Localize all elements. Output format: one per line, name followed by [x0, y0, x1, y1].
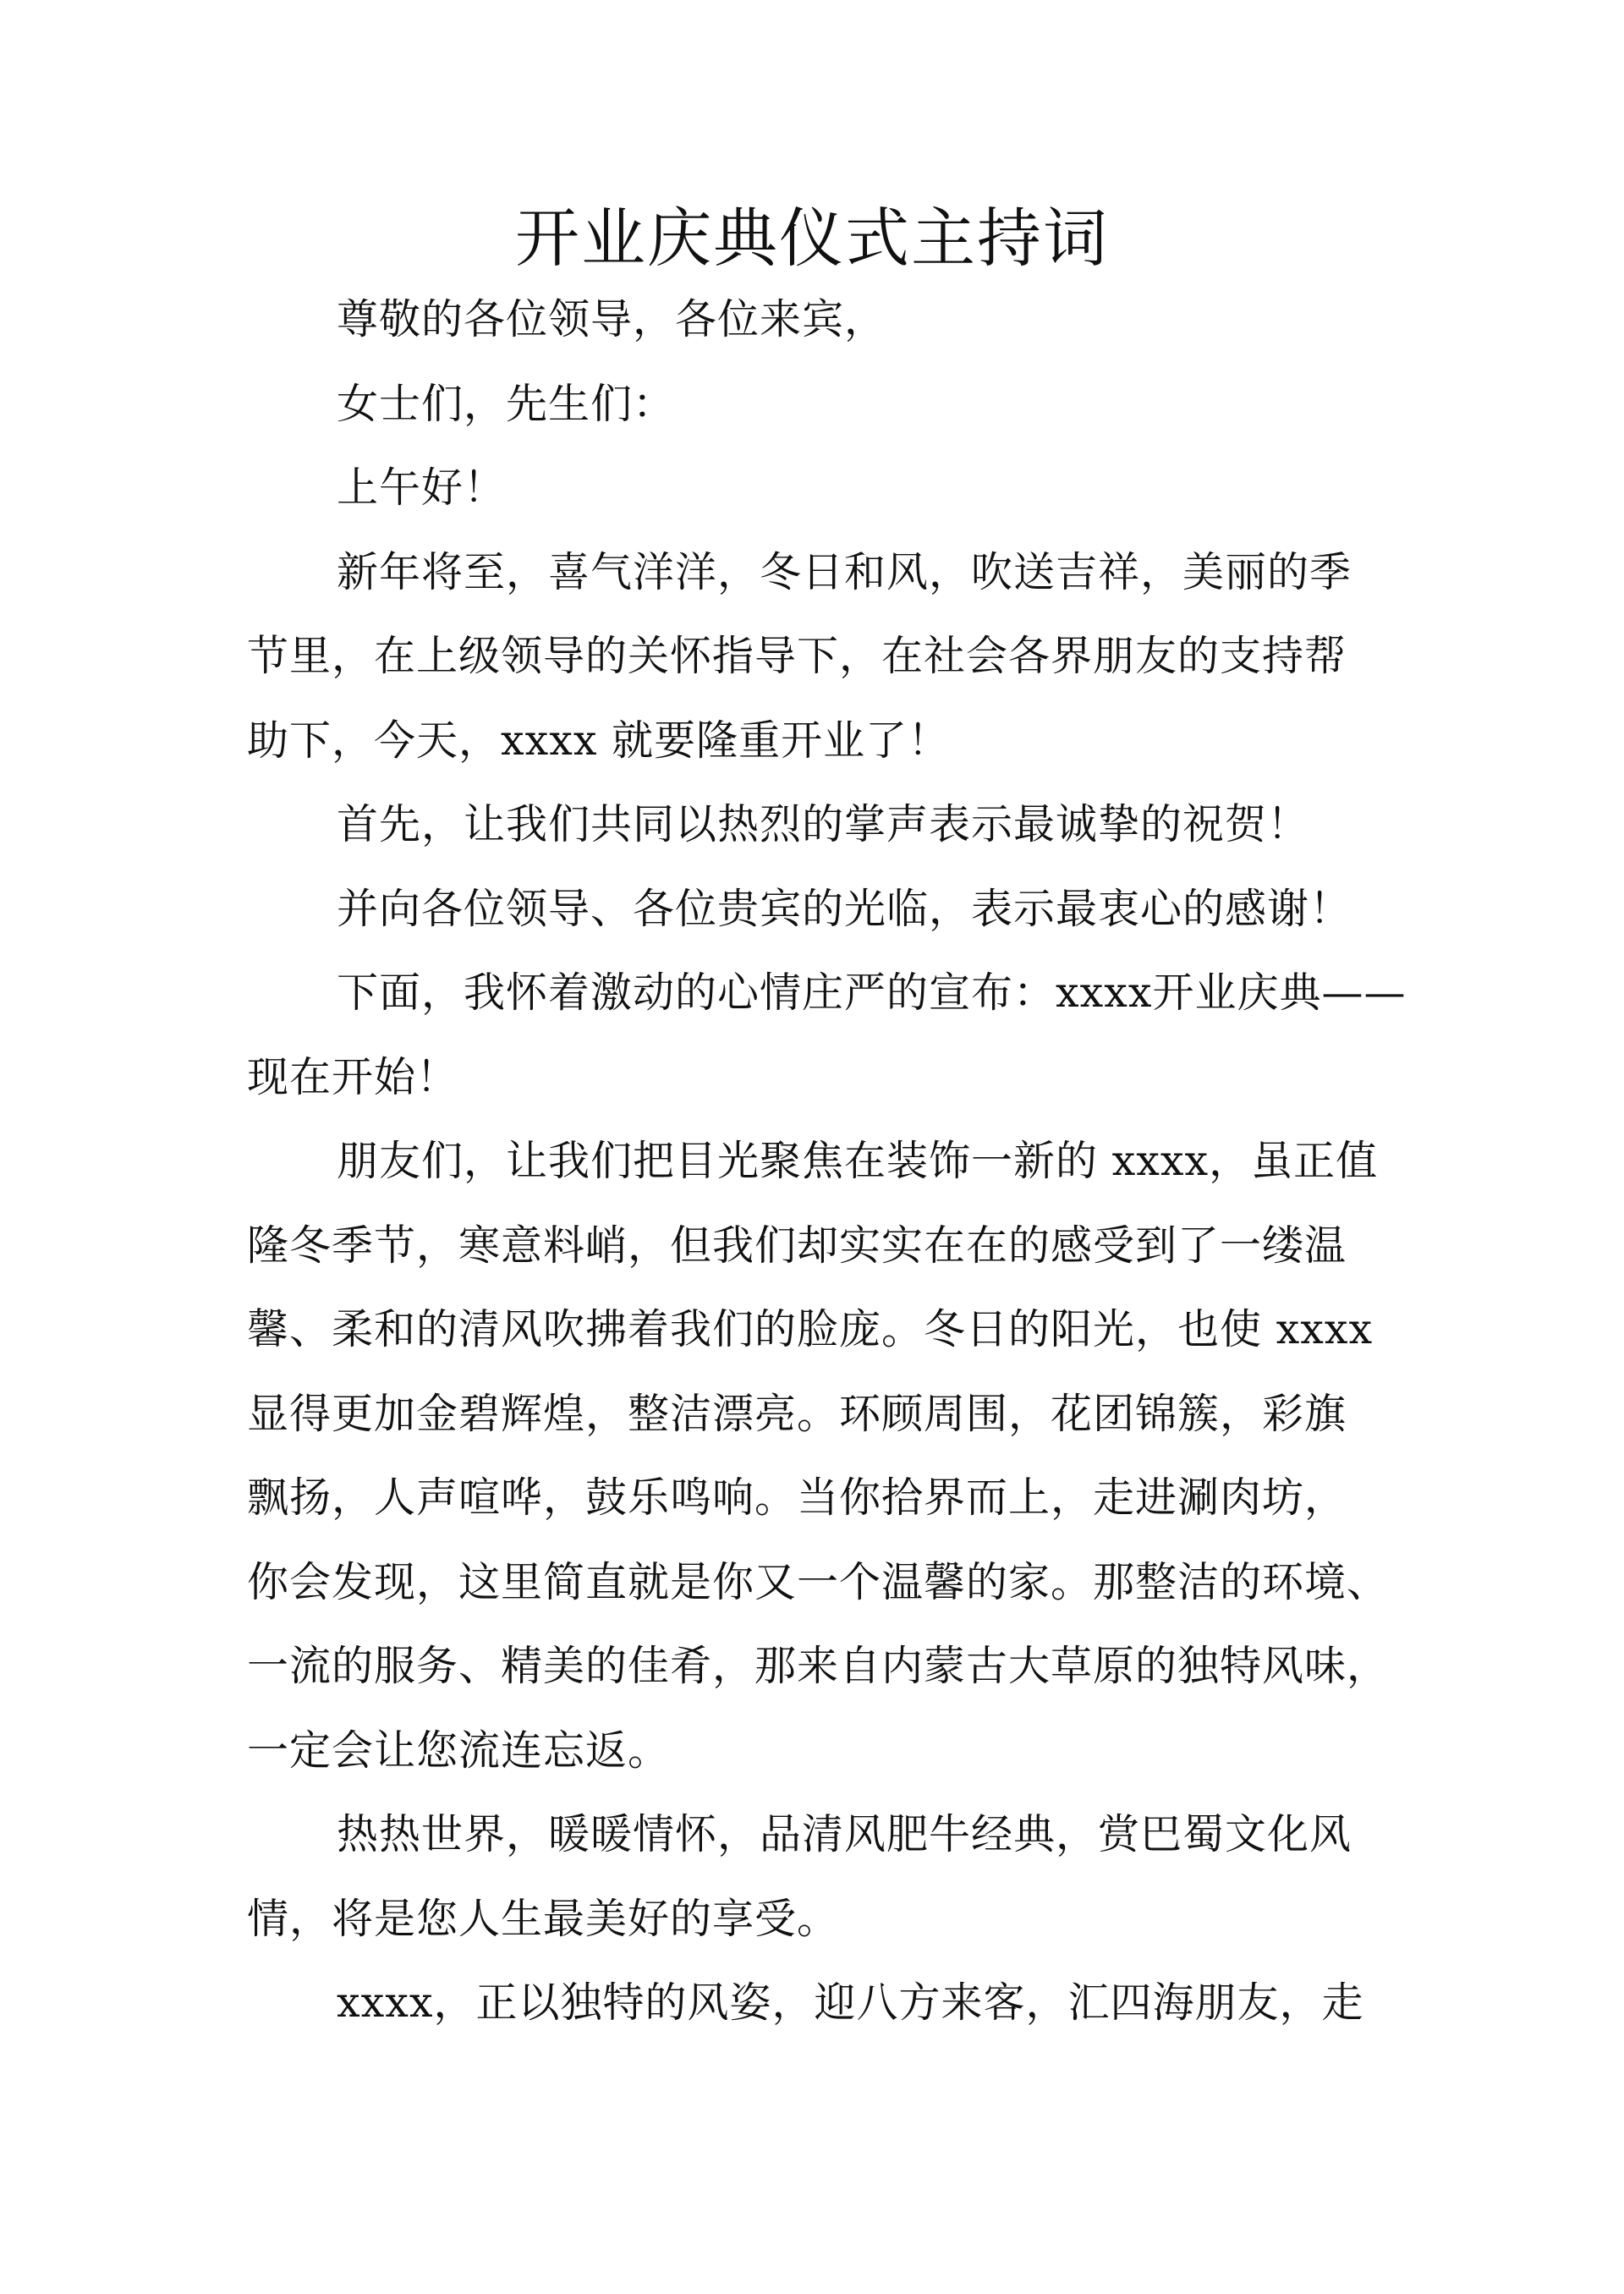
text-line: 热热世界，暖暖情怀，品清风肥牛经典，赏巴蜀文化风 — [337, 1810, 1352, 1858]
text-line: 一流的服务、精美的佳肴，那来自内蒙古大草原的独特风味， — [247, 1642, 1390, 1690]
text-line: 馨、柔和的清风吹拂着我们的脸庞。冬日的阳光，也使 xxxx — [247, 1305, 1374, 1353]
text-line: 飘扬，人声喧哗，鼓乐鸣响。当你拾界而上，走进涮肉坊， — [247, 1474, 1347, 1522]
text-line: 女士们，先生们： — [337, 379, 676, 428]
text-line: 下面，我怀着激动的心情庄严的宣布：xxxx开业庆典—— — [337, 969, 1407, 1017]
text-line: 朋友们，让我们把目光聚焦在装饰一新的 xxxx，虽正值 — [337, 1137, 1379, 1185]
text-line: 隆冬季节，寒意料峭，但我们却实实在在的感受到了一缕温 — [247, 1221, 1347, 1270]
text-line: 情，将是您人生最美好的享受。 — [247, 1894, 840, 1943]
text-line: 首先，让我们共同以热烈的掌声表示最诚挚的祝贺！ — [337, 800, 1310, 848]
text-line: 并向各位领导、各位贵宾的光临，表示最衷心的感谢！ — [337, 884, 1352, 933]
document-body — [247, 277, 1407, 2045]
text-line: 新年将至，喜气洋洋，冬日和风，吹送吉祥，美丽的季 — [337, 547, 1352, 596]
text-line: 显得更加金碧辉煌，整洁漂亮。环顾周围，花团锦簇，彩旗 — [247, 1389, 1347, 1438]
text-line: 节里，在上级领导的关怀指导下，在社会各界朋友的支持帮 — [247, 632, 1347, 680]
text-line: 上午好！ — [337, 464, 507, 512]
text-line: xxxx，正以独特的风姿，迎八方来客，汇四海朋友，走 — [337, 1978, 1364, 2027]
document-title: 开业庆典仪式主持词 — [515, 200, 1109, 276]
text-line: 现在开始！ — [247, 1052, 459, 1101]
text-line: 你会发现，这里简直就是你又一个温馨的家。那整洁的环境、 — [247, 1557, 1390, 1606]
text-line: 一定会让您流连忘返。 — [247, 1726, 671, 1775]
text-line: 助下，今天，xxxx 就要隆重开业了！ — [247, 716, 951, 765]
text-line: 尊敬的各位领导，各位来宾， — [337, 295, 887, 343]
